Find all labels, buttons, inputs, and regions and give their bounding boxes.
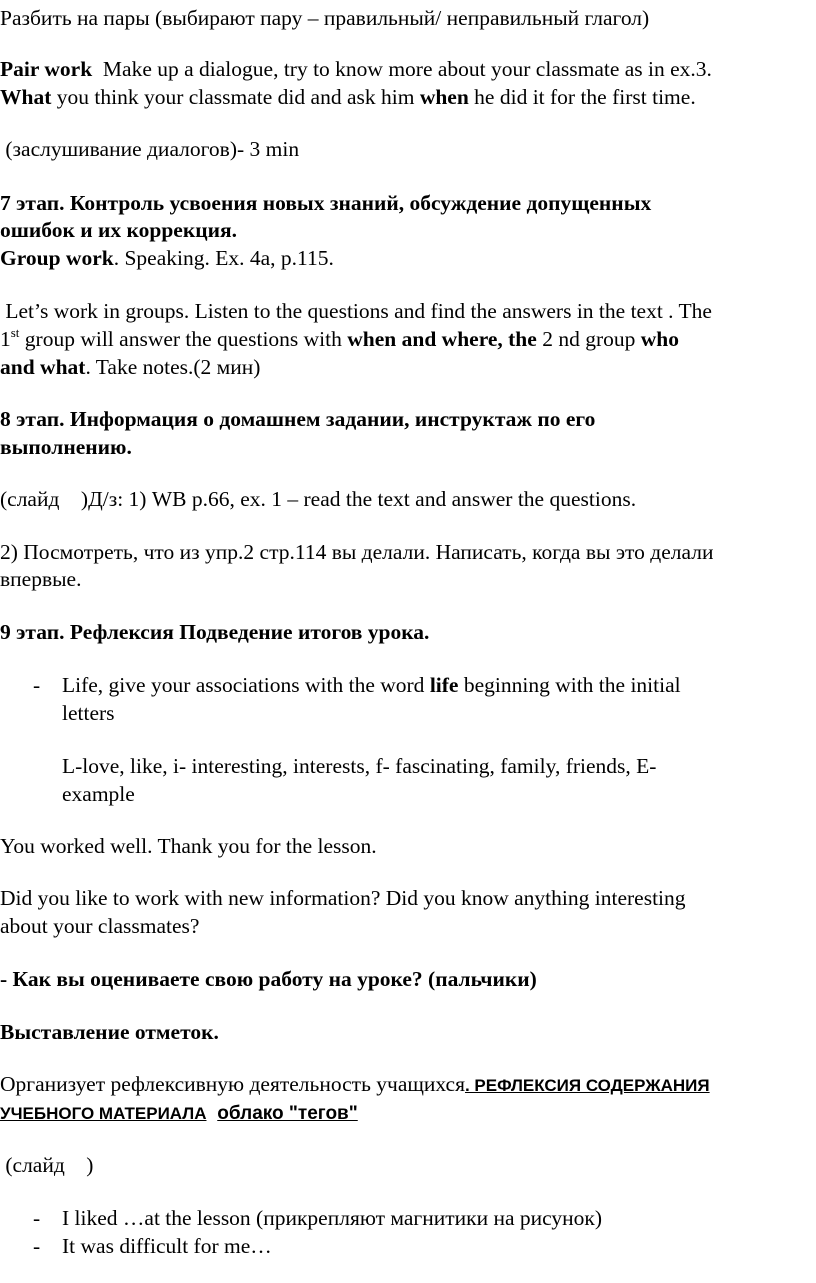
final-dash-2: - — [33, 1234, 41, 1258]
groups-bold-3: and what — [0, 355, 86, 379]
final-item-1: I liked …at the lesson (прикрепляют магнитики на рисунок) — [62, 1206, 602, 1230]
groups-text-a: group will answer the questions with — [19, 327, 348, 351]
life-line-2: letters — [62, 701, 115, 725]
stage7-title-1 — [0, 190, 651, 217]
groups-line-1: Let’s work in groups. Listen to the questions and find the answers in the text . The — [0, 299, 712, 323]
pair-work-line-2 — [0, 84, 696, 111]
stage9-title — [0, 619, 429, 646]
organize-text: Организует рефлексивную деятельность учащихся — [0, 1072, 465, 1096]
stage8-title-2 — [0, 434, 132, 461]
pair-work-text-2: you think your classmate did and ask him — [51, 85, 420, 109]
life-text-a: Life, give your associations with the word — [62, 673, 430, 697]
homework-2-line-2: впервые. — [0, 567, 82, 591]
stage8-title-text-1: 8 этап. Информация о домашнем задании, инструктаж по его — [0, 407, 596, 431]
homework-1: (слайд )Д/з: 1) WB p.66, ex. 1 – read the text and answer the questions. — [0, 487, 637, 511]
pair-work-label: Pair work — [0, 57, 93, 81]
marks-text: Выставление отметок. — [0, 1020, 219, 1044]
assessment-question — [0, 966, 537, 993]
organize-line-2 — [0, 1099, 358, 1127]
group-work-label: Group work — [0, 246, 114, 270]
pair-work-what: What — [0, 85, 52, 109]
reflection-heading-1: . РЕФЛЕКСИЯ СОДЕРЖАНИЯ — [464, 1076, 710, 1095]
associations-line-1: L-love, like, i- interesting, interests, f- fascinating, family, friends, E- — [62, 754, 657, 778]
groups-bold-1: when and where, the — [347, 327, 537, 351]
life-word: life — [429, 673, 459, 697]
stage7-title-text-1: 7 этап. Контроль усвоения новых знаний, обсуждение допущенных — [0, 191, 652, 215]
homework-2-line-1: 2) Посмотреть, что из упр.2 стр.114 вы делали. Написать, когда вы это делали — [0, 540, 714, 564]
pair-work-text: Make up a dialogue, try to know more about your classmate as in ex.3. — [92, 57, 712, 81]
question-line-1: Did you like to work with new information? Did you know anything interesting — [0, 886, 686, 910]
stage7-title-text-2: ошибок и их коррекция. — [0, 218, 238, 242]
listening-note: (заслушивание диалогов)- 3 min — [0, 137, 300, 161]
final-dash-1: - — [33, 1206, 41, 1230]
stage7-title-2 — [0, 217, 237, 244]
groups-text-c: 2 nd group — [536, 327, 641, 351]
groups-bold-2: who — [640, 327, 679, 351]
stage8-title-1 — [0, 406, 595, 433]
stage8-title-text-2: выполнению. — [0, 435, 132, 459]
groups-superscript: st — [10, 325, 20, 340]
groups-text-d: . Take notes.(2 мин) — [85, 355, 261, 379]
associations-line-2: example — [62, 782, 135, 806]
pairs-instruction: Разбить на пары (выбирают пару – правильный/ неправильный глагол) — [0, 6, 650, 30]
life-text-c: beginning with the initial — [458, 673, 681, 697]
tag-cloud-heading: облако "тегов" — [217, 1103, 358, 1124]
group-work-line — [0, 245, 334, 272]
stage9-title-text: 9 этап. Рефлексия Подведение итогов урока. — [0, 620, 430, 644]
marks-line — [0, 1019, 219, 1046]
pair-work-line-1 — [0, 56, 712, 83]
assessment-question-text: - Как вы оцениваете свою работу на уроке? (пальчики) — [0, 967, 537, 991]
pair-work-text-3: he did it for the first time. — [468, 85, 696, 109]
life-line-1 — [62, 672, 681, 699]
thanks-line: You worked well. Thank you for the lesson. — [0, 834, 377, 858]
final-item-2: It was difficult for me… — [62, 1234, 272, 1258]
organize-line-1 — [0, 1071, 710, 1099]
groups-line-2 — [0, 326, 679, 353]
group-work-text: . Speaking. Ex. 4a, p.115. — [113, 246, 334, 270]
reflection-heading-2: УЧЕБНОГО МАТЕРИАЛА — [0, 1104, 207, 1123]
groups-number: 1 — [0, 327, 11, 351]
life-dash: - — [33, 673, 41, 697]
pair-work-when: when — [419, 85, 469, 109]
slide-note: (слайд ) — [0, 1153, 94, 1177]
question-line-2: about your classmates? — [0, 914, 200, 938]
groups-line-3 — [0, 354, 260, 381]
